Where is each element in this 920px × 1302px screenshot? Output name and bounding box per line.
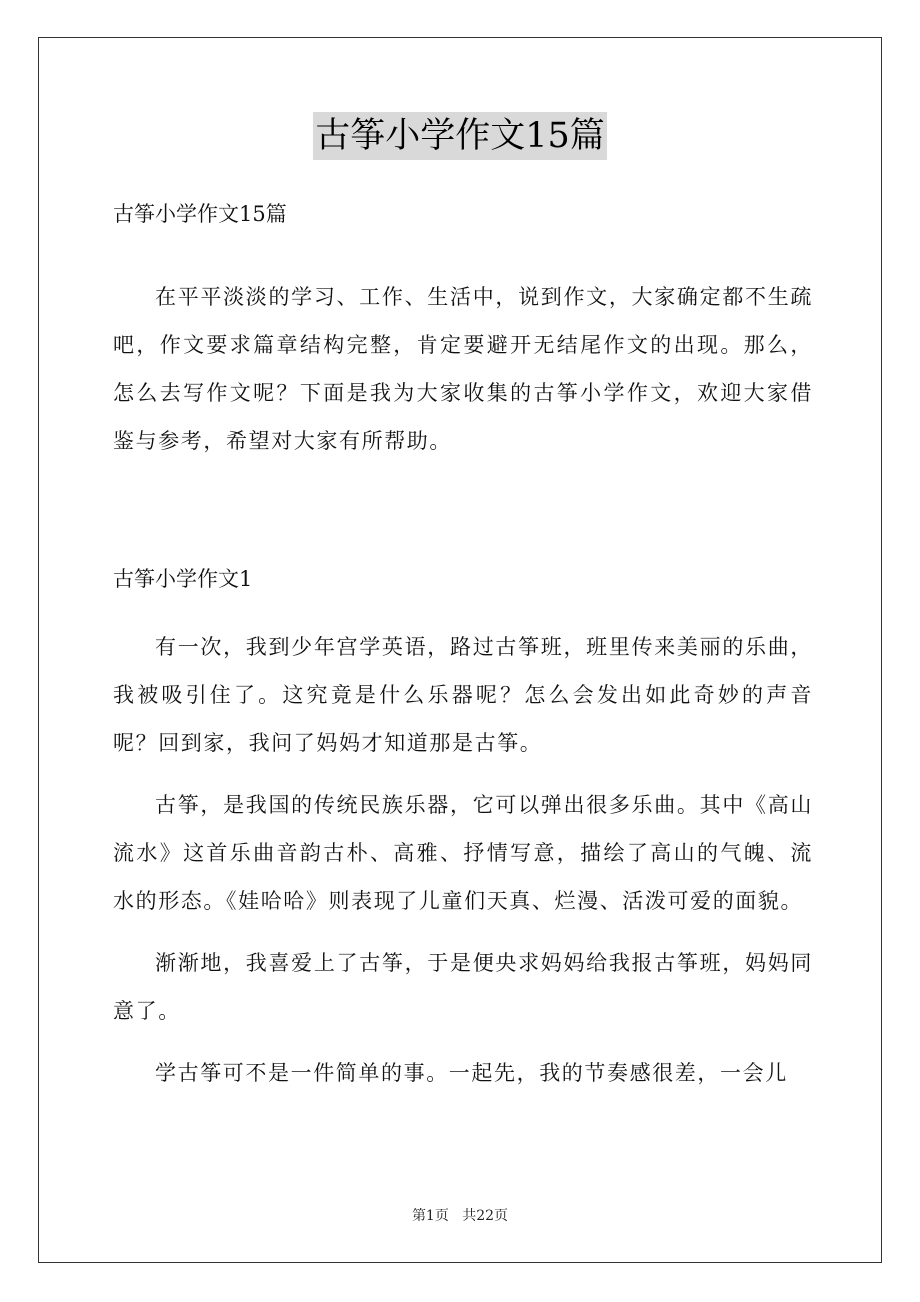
title-area (0, 112, 920, 160)
section-heading: 古筝小学作文1 (113, 567, 253, 591)
document-body (113, 195, 813, 1097)
page-total: 共22页 (462, 1208, 509, 1224)
paragraph: 古筝，是我国的传统民族乐器，它可以弹出很多乐曲。其中《高山流水》这首乐曲音韵古朴、高雅、抒情写意，描绘了高山的气魄、流水的形态。《娃哈哈》则表现了儿童们天真、烂漫、活泼可爱的面貌。 (113, 793, 813, 913)
page-number: 第1页 (411, 1208, 449, 1224)
document-subtitle: 古筝小学作文15篇 (113, 202, 287, 226)
paragraph: 渐渐地，我喜爱上了古筝，于是便央求妈妈给我报古筝班，妈妈同意了。 (113, 951, 813, 1023)
page-footer (0, 1205, 920, 1225)
document-title: 古筝小学作文15篇 (313, 112, 607, 160)
paragraph: 有一次，我到少年宫学英语，路过古筝班，班里传来美丽的乐曲，我被吸引住了。这究竟是什么乐器呢？怎么会发出如此奇妙的声音呢？回到家，我问了妈妈才知道那是古筝。 (113, 635, 813, 755)
paragraph: 学古筝可不是一件简单的事。一起先，我的节奏感很差，一会儿 (155, 1061, 788, 1085)
intro-paragraph: 在平平淡淡的学习、工作、生活中，说到作文，大家确定都不生疏吧，作文要求篇章结构完整，肯定要避开无结尾作文的出现。那么，怎么去写作文呢？下面是我为大家收集的古筝小学作文，欢迎大家借鉴与参考，希望对大家有所帮助。 (113, 285, 813, 453)
